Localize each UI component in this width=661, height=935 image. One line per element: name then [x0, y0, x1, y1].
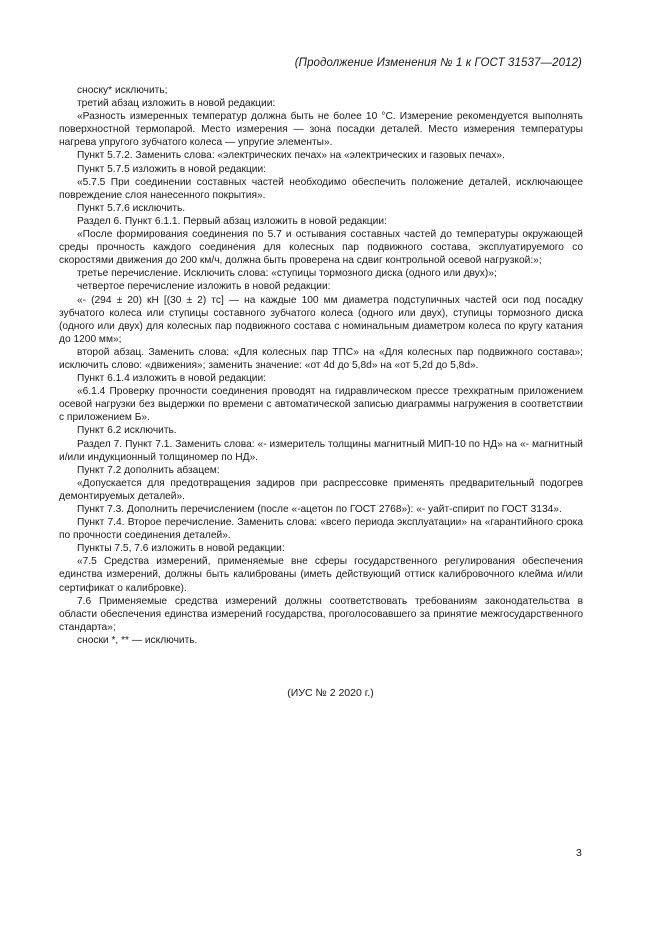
- paragraph: Пункт 7.3. Дополнить перечислением (после «-ацетон по ГОСТ 2768»): «- уайт-спирит по ГОСТ 3134».: [77, 504, 562, 515]
- paragraph: Пункт 5.7.5 изложить в новой редакции:: [77, 163, 267, 175]
- paragraph: Пункт 6.2 исключить.: [77, 425, 177, 437]
- paragraph: Пункты 7.5, 7.6 изложить в новой редакции:: [77, 543, 285, 555]
- page-number: 3: [576, 847, 582, 859]
- paragraph: Пункт 5.7.6 исключить.: [77, 202, 186, 214]
- paragraph: третье перечисление. Исключить слова: «ступицы тормозного диска (одного или двух)»;: [77, 268, 497, 280]
- paragraph: Пункт 5.7.2. Заменить слова: «электрических печах» на «электрических и газовых печах».: [77, 150, 505, 162]
- paragraph: «После формирования соединения по 5.7 и остывания составных частей до температуры окружающей среды прочность каждого соединения для колесных пар подвижного состава, эксплуатируемого со скоростями движения до 200 км/ч, должна быть проверена на сдвиг контрольной осевой нагрузкой:»;: [59, 229, 583, 267]
- paragraph: 7.6 Применяемые средства измерений должны соответствовать требованиям законодательства в области обеспечения единства измерений государства, проголосовавшего за принятие межгосударственного стандарта»;: [59, 595, 583, 633]
- paragraph: Пункт 7.2 дополнить абзацем:: [77, 464, 220, 476]
- paragraph: второй абзац. Заменить слова: «Для колесных пар ТПС» на «Для колесных пар подвижного состава»; исключить слово: «движения»; заменить значение: «от 4d до 5,8d» на «от 5,2d до 5,8d».: [59, 346, 583, 371]
- paragraph: Пункт 7.4. Второе перечисление. Заменить слова: «всего периода эксплуатации» на «гарантийного срока по прочности соединения деталей».: [59, 517, 583, 542]
- paragraph: сноску* исключить;: [77, 85, 168, 96]
- paragraph: четвертое перечисление изложить в новой редакции:: [77, 281, 331, 293]
- source-note: (ИУС № 2 2020 г.): [287, 687, 374, 699]
- paragraph: «Допускается для предотвращения задиров при распрессовке применять предварительный подогрев демонтируемых деталей».: [59, 477, 583, 502]
- paragraph: «7.5 Средства измерений, применяемые вне сферы государственного регулирования обеспечения единства измерений, должны быть калиброваны (иметь действующий оттиск калибровочного клейма и/или сертификат о калибровке).: [59, 556, 583, 594]
- paragraph: Раздел 6. Пункт 6.1.1. Первый абзац изложить в новой редакции:: [77, 215, 387, 227]
- paragraph: Пункт 6.1.4 изложить в новой редакции:: [77, 373, 267, 385]
- running-header: (Продолжение Изменения № 1 к ГОСТ 31537—2012): [294, 57, 582, 69]
- paragraph: «Разность измеренных температур должна быть не более 10 °С. Измерение рекомендуется выполнять поверхностной термопарой. Место измерения — зона посадки деталей. Место измерения температуры нагрева упругого зубчатого колеса — упругие элементы».: [59, 111, 583, 149]
- paragraph: «5.7.5 При соединении составных частей необходимо обеспечить положение деталей, исключающее повреждение слоя нанесенного покрытия».: [59, 176, 583, 201]
- paragraph: третий абзац изложить в новой редакции:: [77, 98, 276, 110]
- document-body: [59, 84, 583, 647]
- paragraph: «- (294 ± 20) кН [(30 ± 2) тс] — на каждые 100 мм диаметра подступичных частей оси под посадку зубчатого колеса или ступицы составного зубчатого колеса (одного или двух), ступицы тормозного диска (одного или двух) для колесных пар подвижного состава с номинальным диаметром колеса по кругу катания до 1200 мм»;: [59, 294, 583, 345]
- paragraph: «6.1.4 Проверку прочности соединения проводят на гидравлическом прессе трехкратным приложением осевой нагрузки без выдержки по времени с автоматической записью диаграммы нагружения в соответствии с приложением Б».: [59, 386, 583, 424]
- paragraph: Раздел 7. Пункт 7.1. Заменить слова: «- измеритель толщины магнитный МИП-10 по НД» на «- магнитный и/или индукционный толщиномер по НД».: [59, 438, 583, 463]
- paragraph: сноски *, ** — исключить.: [77, 634, 198, 646]
